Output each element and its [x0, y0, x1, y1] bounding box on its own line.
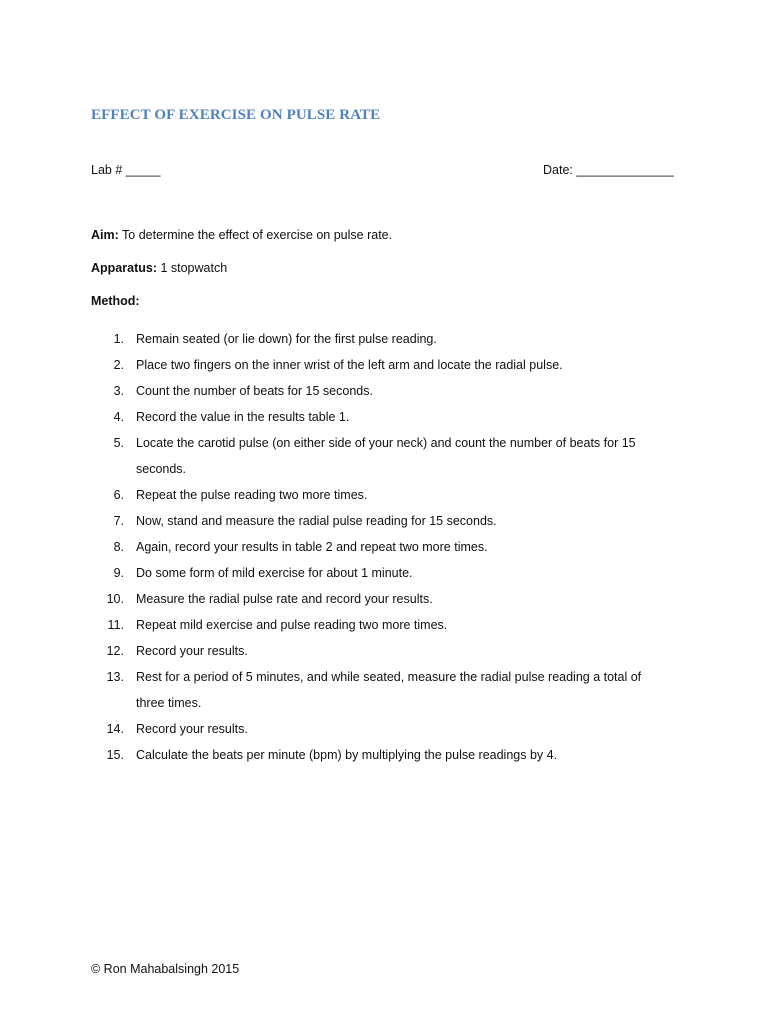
step-text: Again, record your results in table 2 and repeat two more times.: [136, 540, 488, 554]
step-text: Count the number of beats for 15 seconds.: [136, 384, 373, 398]
method-heading: Method:: [91, 294, 140, 308]
step-number: 11.: [107, 618, 124, 632]
method-step: [0, 430, 770, 482]
step-number: 10.: [106, 592, 124, 606]
step-number: 9.: [113, 566, 124, 580]
document-title: EFFECT OF EXERCISE ON PULSE RATE: [91, 107, 381, 123]
method-step: [0, 664, 770, 716]
method-step: [0, 352, 770, 378]
step-text: Remain seated (or lie down) for the first pulse reading.: [136, 332, 437, 346]
step-number: 6.: [113, 488, 124, 502]
method-step: [0, 742, 770, 768]
lab-number-field: Lab # _____: [91, 163, 161, 177]
method-step: [0, 378, 770, 404]
step-number: 8.: [113, 540, 124, 554]
step-text: Rest for a period of 5 minutes, and while seated, measure the radial pulse reading a total of three times.: [136, 670, 642, 710]
step-text: Repeat mild exercise and pulse reading two more times.: [136, 618, 448, 632]
step-number: 15.: [106, 748, 124, 762]
step-text: Measure the radial pulse rate and record your results.: [136, 592, 433, 606]
step-number: 5.: [113, 436, 124, 450]
step-number: 12.: [106, 644, 124, 658]
step-number: 7.: [113, 514, 124, 528]
method-step: [0, 586, 770, 612]
method-steps-list: [0, 326, 770, 768]
apparatus-text: 1 stopwatch: [156, 261, 228, 275]
step-number: 2.: [113, 358, 124, 372]
aim-label: Aim:: [91, 228, 119, 242]
step-text: Now, stand and measure the radial pulse reading for 15 seconds.: [136, 514, 497, 528]
apparatus-label: Apparatus:: [91, 261, 157, 275]
method-step: [0, 326, 770, 352]
step-number: 14.: [106, 722, 124, 736]
method-step: [0, 508, 770, 534]
step-number: 1.: [113, 332, 124, 346]
method-step: [0, 638, 770, 664]
method-step: [0, 612, 770, 638]
aim-text: To determine the effect of exercise on pulse rate.: [118, 228, 393, 242]
method-step: [0, 534, 770, 560]
step-text: Locate the carotid pulse (on either side of your neck) and count the number of beats for 15 seconds.: [136, 436, 636, 476]
step-text: Record the value in the results table 1.: [136, 410, 350, 424]
method-step: [0, 404, 770, 430]
date-field: Date: ______________: [543, 163, 674, 177]
step-text: Repeat the pulse reading two more times.: [136, 488, 368, 502]
method-step: [0, 716, 770, 742]
step-text: Record your results.: [136, 644, 248, 658]
step-text: Record your results.: [136, 722, 248, 736]
method-step: [0, 482, 770, 508]
copyright-footer: © Ron Mahabalsingh 2015: [91, 962, 240, 976]
aim-line: [91, 228, 392, 242]
step-text: Calculate the beats per minute (bpm) by multiplying the pulse readings by 4.: [136, 748, 558, 762]
step-number: 13.: [106, 670, 124, 684]
step-number: 4.: [113, 410, 124, 424]
step-number: 3.: [113, 384, 124, 398]
apparatus-line: [91, 261, 227, 275]
method-step: [0, 560, 770, 586]
step-text: Place two fingers on the inner wrist of the left arm and locate the radial pulse.: [136, 358, 563, 372]
step-text: Do some form of mild exercise for about 1 minute.: [136, 566, 413, 580]
